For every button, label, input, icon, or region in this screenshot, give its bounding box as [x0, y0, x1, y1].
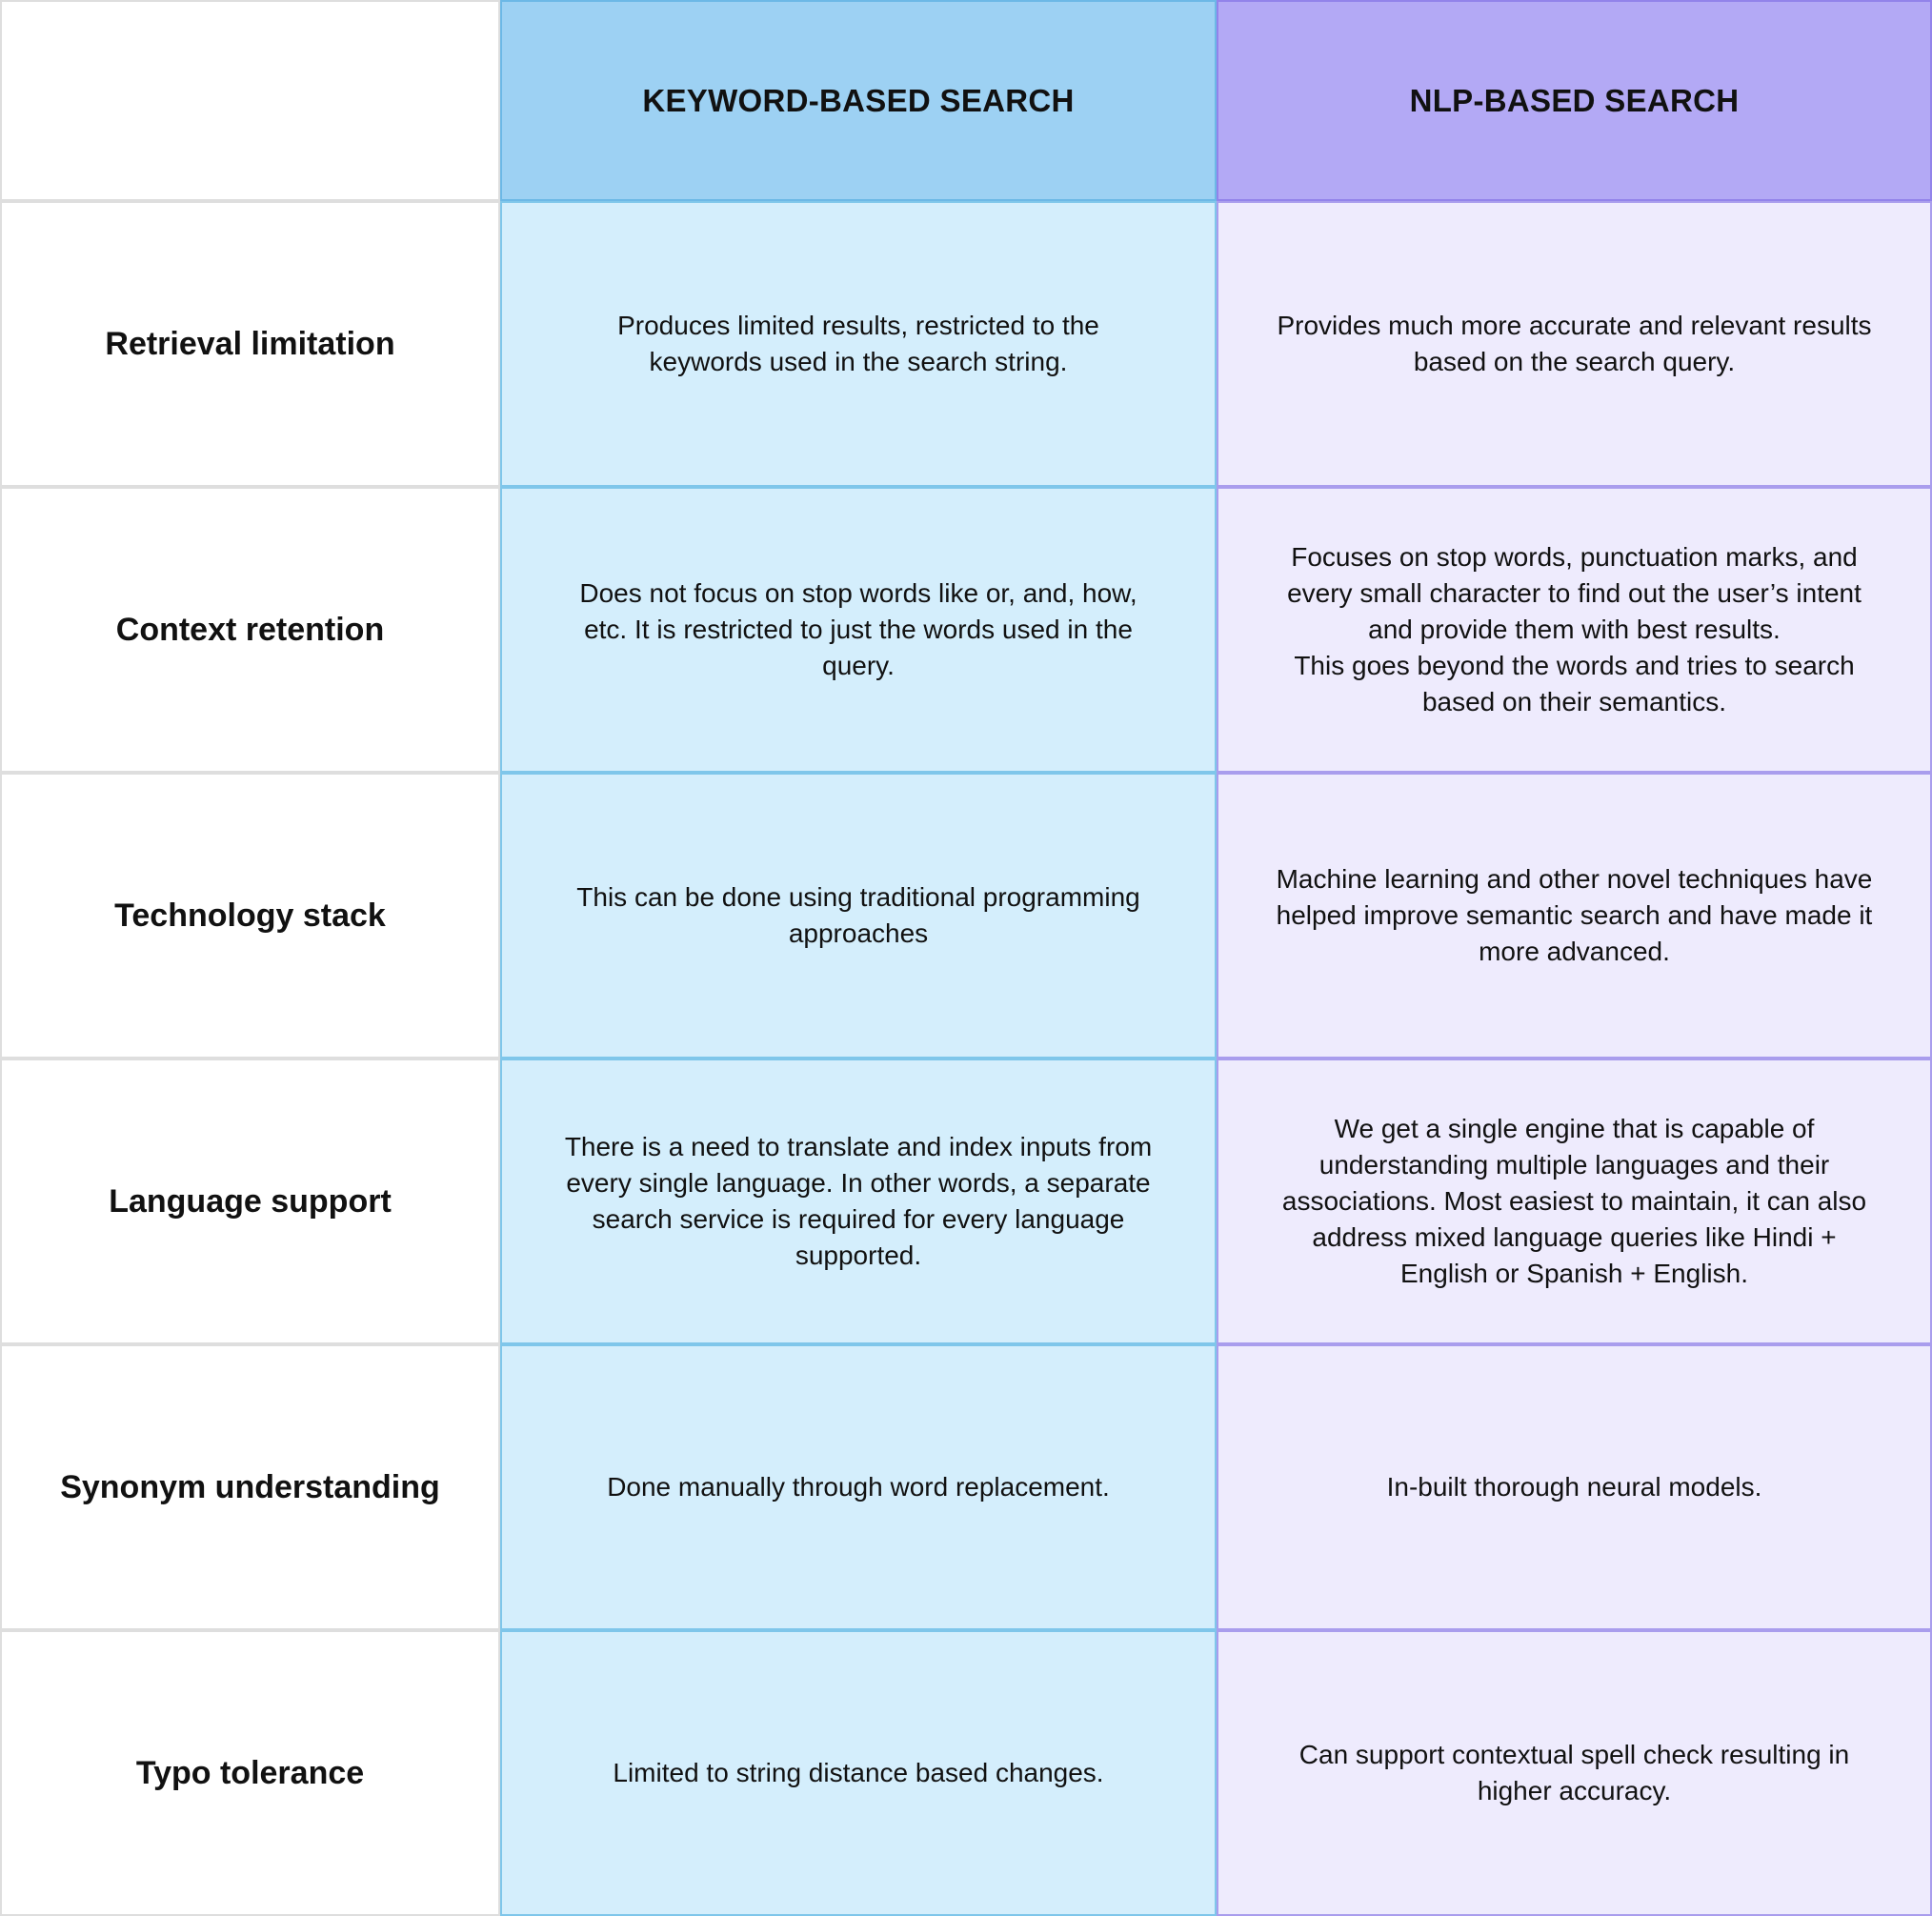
keyword-cell-synonym-understanding	[500, 1344, 1217, 1630]
nlp-cell-language-support	[1217, 1059, 1932, 1344]
keyword-cell-text: There is a need to translate and index inputs from every single language. In other words, a separate search service is required for every language supported.	[564, 1132, 1153, 1270]
keyword-cell-retrieval-limitation	[500, 201, 1217, 487]
nlp-cell-text: We get a single engine that is capable of understanding multiple languages and their associations. Most easiest to maintain, it can also address mixed language queries like Hindi + English or Spanish + English.	[1281, 1114, 1867, 1288]
row-label-retrieval-limitation	[0, 201, 500, 487]
header-keyword-search	[500, 0, 1217, 201]
keyword-cell-text: This can be done using traditional programming approaches	[576, 882, 1140, 948]
keyword-cell-technology-stack	[500, 773, 1217, 1059]
nlp-cell-text: Machine learning and other novel techniques have helped improve semantic search and have made it more advanced.	[1276, 864, 1873, 966]
keyword-cell-language-support	[500, 1059, 1217, 1344]
row-label-text: Synonym understanding	[60, 1468, 440, 1505]
row-label-typo-tolerance	[0, 1630, 500, 1916]
nlp-cell-typo-tolerance	[1217, 1630, 1932, 1916]
keyword-cell-text: Done manually through word replacement.	[607, 1472, 1110, 1502]
nlp-cell-text: Focuses on stop words, punctuation marks, and every small character to find out the user’s intent and provide them with best results. This goes beyond the words and tries to search based on their semantics.	[1287, 542, 1862, 716]
row-label-text: Technology stack	[114, 897, 386, 934]
keyword-cell-context-retention	[500, 487, 1217, 773]
nlp-cell-synonym-understanding	[1217, 1344, 1932, 1630]
keyword-cell-typo-tolerance	[500, 1630, 1217, 1916]
header-nlp-search	[1217, 0, 1932, 201]
header-keyword-title: KEYWORD-BASED SEARCH	[642, 82, 1075, 118]
header-nlp-title: NLP-BASED SEARCH	[1409, 82, 1740, 118]
nlp-cell-text: In-built thorough neural models.	[1386, 1472, 1762, 1502]
row-label-text: Typo tolerance	[135, 1754, 365, 1791]
row-label-context-retention	[0, 487, 500, 773]
row-label-text: Language support	[109, 1182, 392, 1220]
keyword-cell-text: Limited to string distance based changes.	[613, 1758, 1104, 1787]
row-label-synonym-understanding	[0, 1344, 500, 1630]
nlp-cell-retrieval-limitation	[1217, 201, 1932, 487]
keyword-cell-text: Produces limited results, restricted to the keywords used in the search string.	[617, 311, 1099, 376]
nlp-cell-context-retention	[1217, 487, 1932, 773]
nlp-cell-technology-stack	[1217, 773, 1932, 1059]
row-label-language-support	[0, 1059, 500, 1344]
row-label-technology-stack	[0, 773, 500, 1059]
row-label-text: Retrieval limitation	[105, 325, 395, 362]
keyword-cell-text: Does not focus on stop words like or, and, how, etc. It is restricted to just the words used in the query.	[579, 578, 1137, 680]
row-label-text: Context retention	[115, 611, 385, 648]
nlp-cell-text: Provides much more accurate and relevant results based on the search query.	[1277, 311, 1872, 376]
nlp-cell-text: Can support contextual spell check resulting in higher accuracy.	[1298, 1740, 1850, 1805]
header-corner-cell	[0, 0, 500, 201]
